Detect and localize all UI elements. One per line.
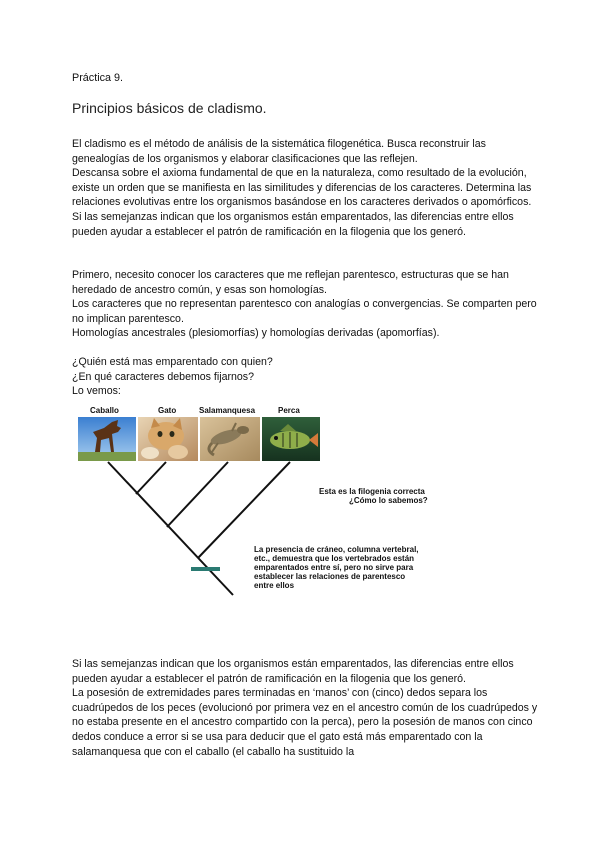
question-3: Lo vemos: [72,385,121,398]
homology-paragraph-1: Primero, necesito conocer los caracteres que me reflejan parentesco, estructuras que se han heredado de ancestro común, y esas son homologías. [72,269,509,296]
note-correct-line-2: ¿Cómo lo sabemos? [349,496,428,505]
closing-paragraph-2: La posesión de extremidades pares terminadas en ‘manos’ con (cinco) dedos separa los cuadrúpedos de los peces (evolucionó por primera vez en el ancestro común de los cuadrúpedos y no estaba presente en el ancestro compartido con la perca), pero la posesión de manos con cinco dedos conduce a error si se usa para deducir que el gato está más emparentado con la salamanquesa que con el caballo (el caballo ha sustituido la [72,687,538,758]
intro-paragraph-2: Descansa sobre el axioma fundamental de que en la naturaleza, como resultado de la evolución, existe un orden que se manifiesta en las similitudes y diferencias de los caracteres. Determina las relaciones evolutivas entre los organismos basándose en los caracteres derivados o apomórficos. [72,167,532,209]
gecko-photo [200,417,260,461]
note-vertebrates-line-5: entre ellos [254,581,295,590]
question-1: ¿Quién está mas emparentado con quien? [72,356,273,368]
perch-photo [262,417,320,461]
closing-text [72,657,542,759]
closing-paragraph-1: Si las semejanzas indican que los organismos están emparentados, las diferencias entre ellos pueden ayudar a establecer el patrón de ramificación en la filogenia que los generó. [72,658,514,685]
animal-name-salamanquesa: Salamanquesa [199,406,256,415]
note-vertebrates-line-3: emparentados entre sí, pero no sirve para [254,563,414,572]
homology-paragraph-2: Los caracteres que no representan parentesco con analogías o convergencias. Se comparten pero no implican parentesco. [72,298,537,325]
question-2: ¿En qué caracteres debemos fijarnos? [72,370,254,383]
animal-name-perca: Perca [278,406,300,415]
note-vertebrates-line-2: etc., demuestra que los vertebrados están [254,554,415,563]
intro-paragraph-1: El cladismo es el método de análisis de la sistemática filogenética. Busca reconstruir las genealogías de los organismos y elaborar clasificaciones que las reflejen. [72,138,486,165]
intro-paragraph-3: Si las semejanzas indican que los organismos están emparentados, las diferencias entre ellos pueden ayudar a establecer el patrón de ramificación en la filogenia que los generó. [72,210,514,238]
practice-label: Práctica 9. [72,72,124,84]
cat-photo [138,417,198,461]
animal-name-gato: Gato [158,406,177,415]
page-title: Principios básicos de cladismo. [72,100,267,116]
homology-paragraph-3: Homologías ancestrales (plesiomorfías) y homologías derivadas (apomorfías). [72,327,440,340]
note-vertebrates-line-4: establecer las relaciones de parentesco [254,572,406,581]
note-vertebrates-line-1: La presencia de cráneo, columna vertebral, [254,545,419,554]
note-correct-line-1: Esta es la filogenia correcta [319,487,425,496]
animal-name-caballo: Caballo [90,406,119,415]
horse-photo [78,417,136,461]
